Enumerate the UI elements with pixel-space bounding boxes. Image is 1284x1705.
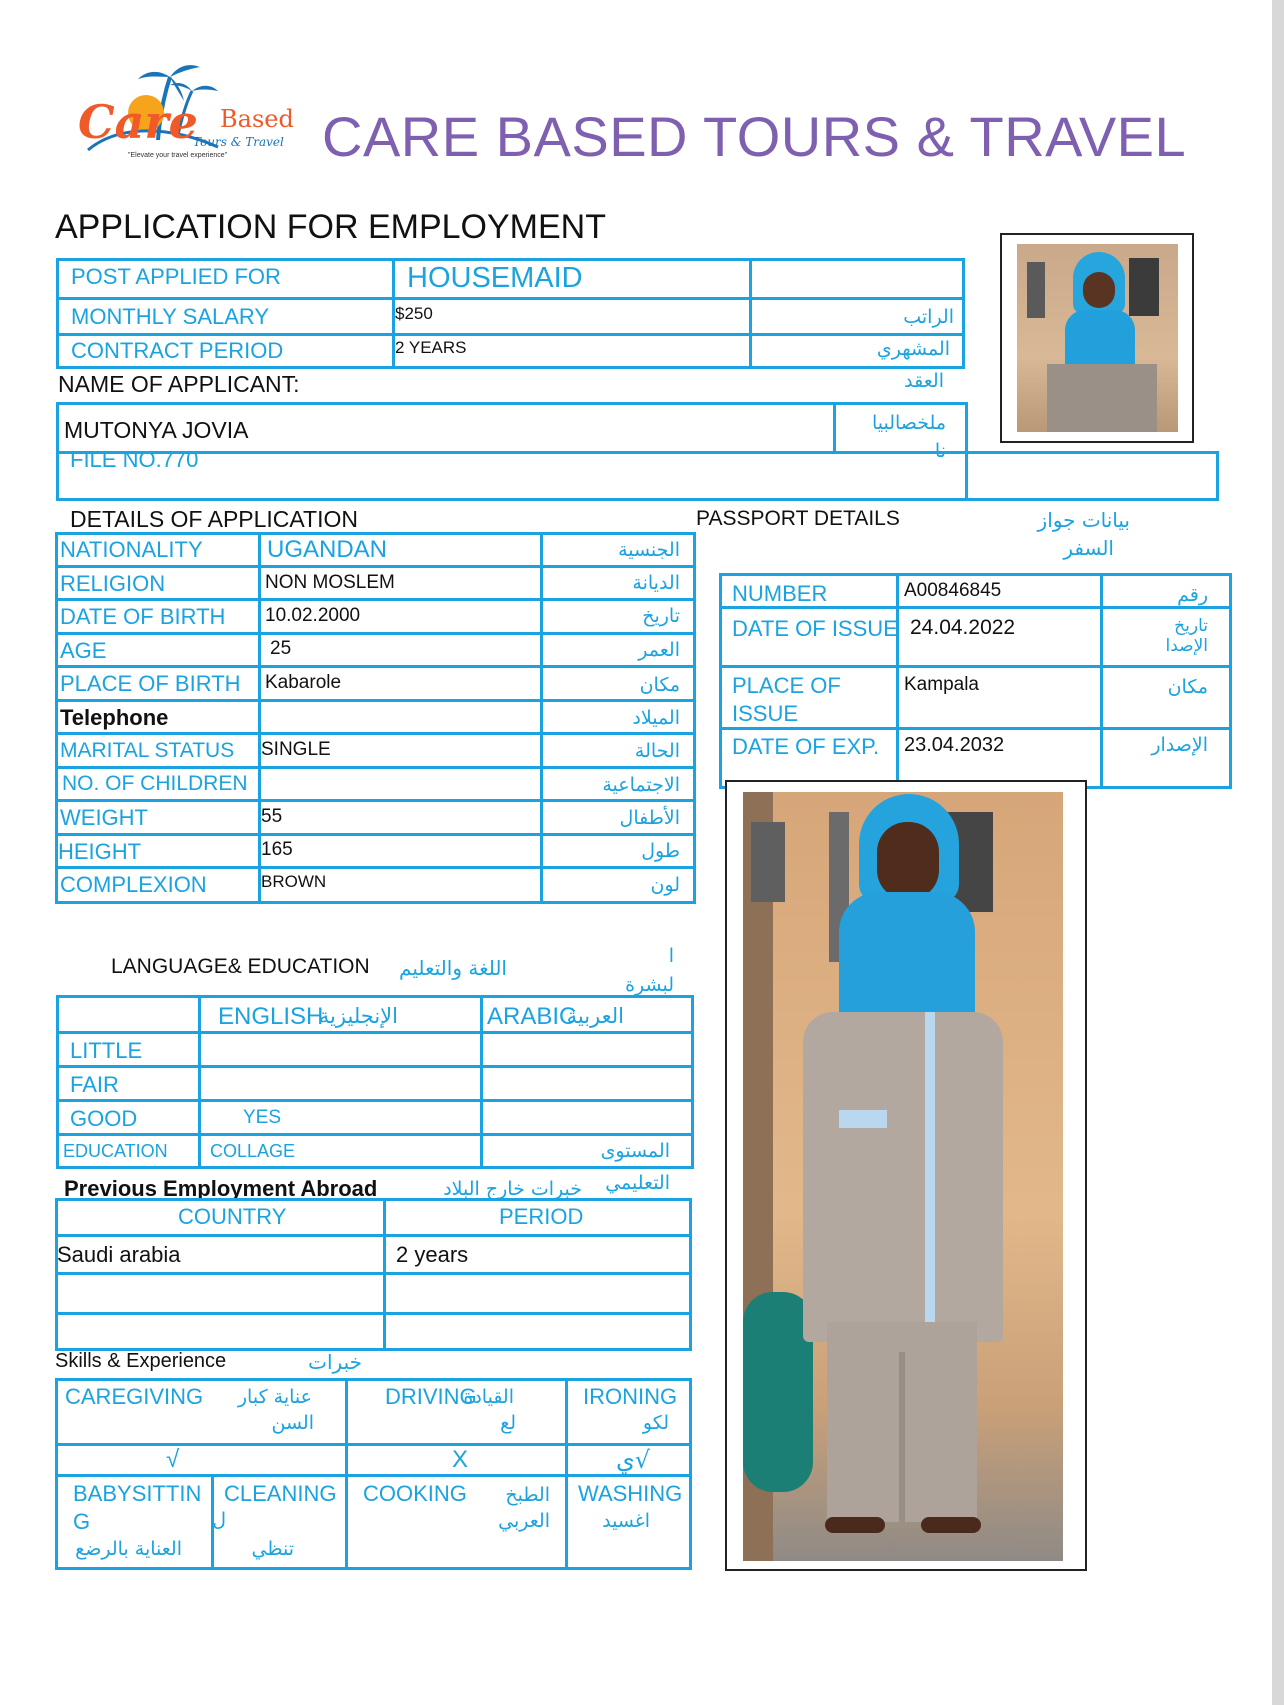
- ironing-label: IRONING: [583, 1384, 678, 1409]
- age-arabic: العمر: [638, 639, 680, 661]
- post-value: HOUSEMAID: [407, 262, 583, 294]
- marital-arabic: الحالة: [634, 740, 680, 762]
- language-heading: LANGUAGE& EDUCATION: [111, 955, 370, 978]
- contract-label: CONTRACT PERIOD: [71, 338, 284, 363]
- fair-label: FAIR: [70, 1072, 119, 1097]
- post-label: POST APPLIED FOR: [71, 264, 281, 289]
- page-edge: [1272, 0, 1284, 1705]
- employment-country-1: Saudi arabia: [57, 1242, 181, 1267]
- complexion-label: COMPLEXION: [60, 872, 207, 897]
- nationality-value: UGANDAN: [267, 536, 388, 563]
- weight-label: WEIGHT: [60, 805, 148, 830]
- issue-place-label-2: ISSUE: [732, 701, 799, 726]
- caregiving-arabic: عناية كبار: [237, 1386, 312, 1408]
- washing-label: WASHING: [578, 1481, 683, 1506]
- cooking-label: COOKING: [363, 1481, 467, 1506]
- pob-arabic: مكان: [639, 674, 680, 696]
- dob-value: 10.02.2000: [265, 605, 361, 626]
- driving-label: DRIVING: [385, 1384, 477, 1409]
- contract-arabic-2: العقد: [904, 370, 944, 392]
- details-heading: DETAILS OF APPLICATION: [70, 506, 358, 532]
- little-label: LITTLE: [70, 1038, 143, 1063]
- applicant-photo-small: [1017, 244, 1178, 432]
- applicant-arabic-2: نا: [934, 440, 946, 462]
- caregiving-mark: √: [166, 1446, 180, 1473]
- applicant-name: MUTONYA JOVIA: [64, 417, 249, 443]
- applicant-arabic: ملخصالبيا: [871, 412, 946, 434]
- washing-arabic: اغسيد: [602, 1510, 650, 1532]
- english-column-arabic: الإنجليزية: [318, 1004, 398, 1028]
- religion-label: RELIGION: [60, 571, 166, 596]
- issue-date-value: 24.04.2022: [910, 616, 1016, 639]
- company-logo: [78, 55, 303, 170]
- passport-arabic-heading-2: السفر: [1063, 536, 1114, 560]
- language-arabic-side-2: لبشرة: [625, 974, 674, 996]
- employment-period-1: 2 years: [396, 1242, 469, 1267]
- weight-arabic: الأطفال: [619, 807, 680, 829]
- period-column-header: PERIOD: [499, 1204, 584, 1229]
- file-number: FILE NO.770: [70, 447, 199, 472]
- salary-arabic: الراتب: [903, 306, 954, 328]
- logo-word-text: Based: [220, 105, 294, 133]
- skills-arabic-heading: خبرات: [308, 1350, 362, 1374]
- weight-value: 55: [261, 806, 283, 827]
- logo-script-text: Care: [78, 95, 198, 149]
- caregiving-label: CAREGIVING: [65, 1384, 204, 1409]
- employment-arabic-heading: خبرات خارج البلاد: [443, 1178, 582, 1200]
- age-value: 25: [270, 638, 292, 659]
- cooking-arabic-2: العربي: [498, 1510, 550, 1532]
- language-arabic-heading: اللغة والتعليم: [399, 956, 507, 980]
- marital-label: MARITAL STATUS: [60, 739, 235, 762]
- cleaning-arabic: تنظي: [251, 1538, 294, 1560]
- salary-label: MONTHLY SALARY: [71, 304, 270, 329]
- application-title: APPLICATION FOR EMPLOYMENT: [55, 208, 607, 246]
- religion-arabic: الديانة: [632, 572, 680, 594]
- height-label: HEIGHT: [58, 839, 142, 864]
- passport-number-value: A00846845: [904, 580, 1002, 601]
- expiry-arabic: الإصدار: [1151, 734, 1208, 756]
- issue-place-value: Kampala: [904, 674, 979, 695]
- education-arabic: المستوى: [600, 1140, 670, 1162]
- passport-number-label: NUMBER: [732, 581, 828, 606]
- telephone-arabic: الميلاد: [632, 707, 680, 729]
- ironing-mark: √ي: [616, 1446, 651, 1474]
- children-label: NO. OF CHILDREN: [62, 772, 248, 795]
- driving-arabic: القيادة: [463, 1386, 514, 1408]
- education-arabic-2: التعليمي: [605, 1172, 670, 1194]
- applicant-photo-large: [743, 792, 1063, 1561]
- education-label: EDUCATION: [63, 1141, 168, 1161]
- good-english-value: YES: [243, 1107, 282, 1128]
- religion-value: NON MOSLEM: [265, 572, 395, 593]
- logo-sub-text: Tours & Travel: [193, 135, 284, 149]
- babysitting-label-2: G: [73, 1509, 91, 1534]
- ironing-arabic: لكو: [642, 1412, 669, 1434]
- file-no-box: [56, 451, 1219, 501]
- driving-mark: X: [452, 1446, 469, 1473]
- expiry-label: DATE OF EXP.: [732, 734, 880, 759]
- passport-heading: PASSPORT DETAILS: [696, 507, 900, 530]
- applicant-label: NAME OF APPLICANT:: [58, 371, 300, 397]
- caregiving-arabic-2: السن: [271, 1412, 314, 1434]
- english-column-header: ENGLISH: [218, 1003, 324, 1030]
- nationality-arabic: الجنسية: [618, 539, 680, 561]
- issue-date-arabic: تاريخ الإصدا: [1165, 616, 1208, 656]
- passport-number-arabic: رقم: [1177, 584, 1208, 606]
- salary-value: $250: [395, 304, 433, 323]
- education-value: COLLAGE: [210, 1141, 296, 1161]
- cleaning-label: CLEANING: [224, 1481, 337, 1506]
- marital-value: SINGLE: [261, 739, 331, 760]
- age-label: AGE: [60, 638, 107, 663]
- complexion-value: BROWN: [261, 872, 327, 891]
- babysitting-label: BABYSITTIN: [73, 1481, 202, 1506]
- company-title: CARE BASED TOURS & TRAVEL: [322, 105, 1187, 168]
- issue-place-arabic: مكان: [1167, 676, 1208, 698]
- issue-date-label: DATE OF ISSUE: [732, 616, 898, 641]
- issue-place-label: PLACE OF: [732, 673, 841, 698]
- good-label: GOOD: [70, 1106, 138, 1131]
- expiry-value: 23.04.2032: [904, 734, 1005, 756]
- nationality-label: NATIONALITY: [60, 537, 203, 562]
- children-arabic: الاجتماعية: [602, 774, 680, 796]
- height-arabic: طول: [641, 840, 680, 862]
- dob-label: DATE OF BIRTH: [60, 604, 226, 629]
- contract-arabic: المشهري: [876, 338, 950, 360]
- contract-value: 2 YEARS: [395, 338, 467, 357]
- arabic-column-arabic: العربية: [566, 1004, 624, 1028]
- pob-label: PLACE OF BIRTH: [60, 671, 241, 696]
- babysitting-arabic: العناية بالرضع: [75, 1538, 182, 1560]
- driving-arabic-2: لع: [500, 1412, 516, 1434]
- passport-arabic-heading: بيانات جواز: [1037, 508, 1130, 532]
- cleaning-label-2: ل: [212, 1509, 226, 1531]
- height-value: 165: [261, 839, 293, 860]
- logo-tagline: "Elevate your travel experience": [128, 152, 228, 159]
- country-column-header: COUNTRY: [178, 1204, 287, 1229]
- arabic-column-header: ARABIC: [487, 1003, 577, 1030]
- pob-value: Kabarole: [265, 672, 342, 693]
- complexion-arabic: لون: [650, 874, 680, 896]
- dob-arabic: تاريخ: [642, 605, 680, 627]
- telephone-label: Telephone: [60, 705, 169, 730]
- skills-heading: Skills & Experience: [55, 1350, 227, 1372]
- language-arabic-side: ا: [668, 945, 674, 967]
- employment-heading: Previous Employment Abroad: [64, 1176, 378, 1201]
- cooking-arabic: الطبخ: [505, 1484, 550, 1506]
